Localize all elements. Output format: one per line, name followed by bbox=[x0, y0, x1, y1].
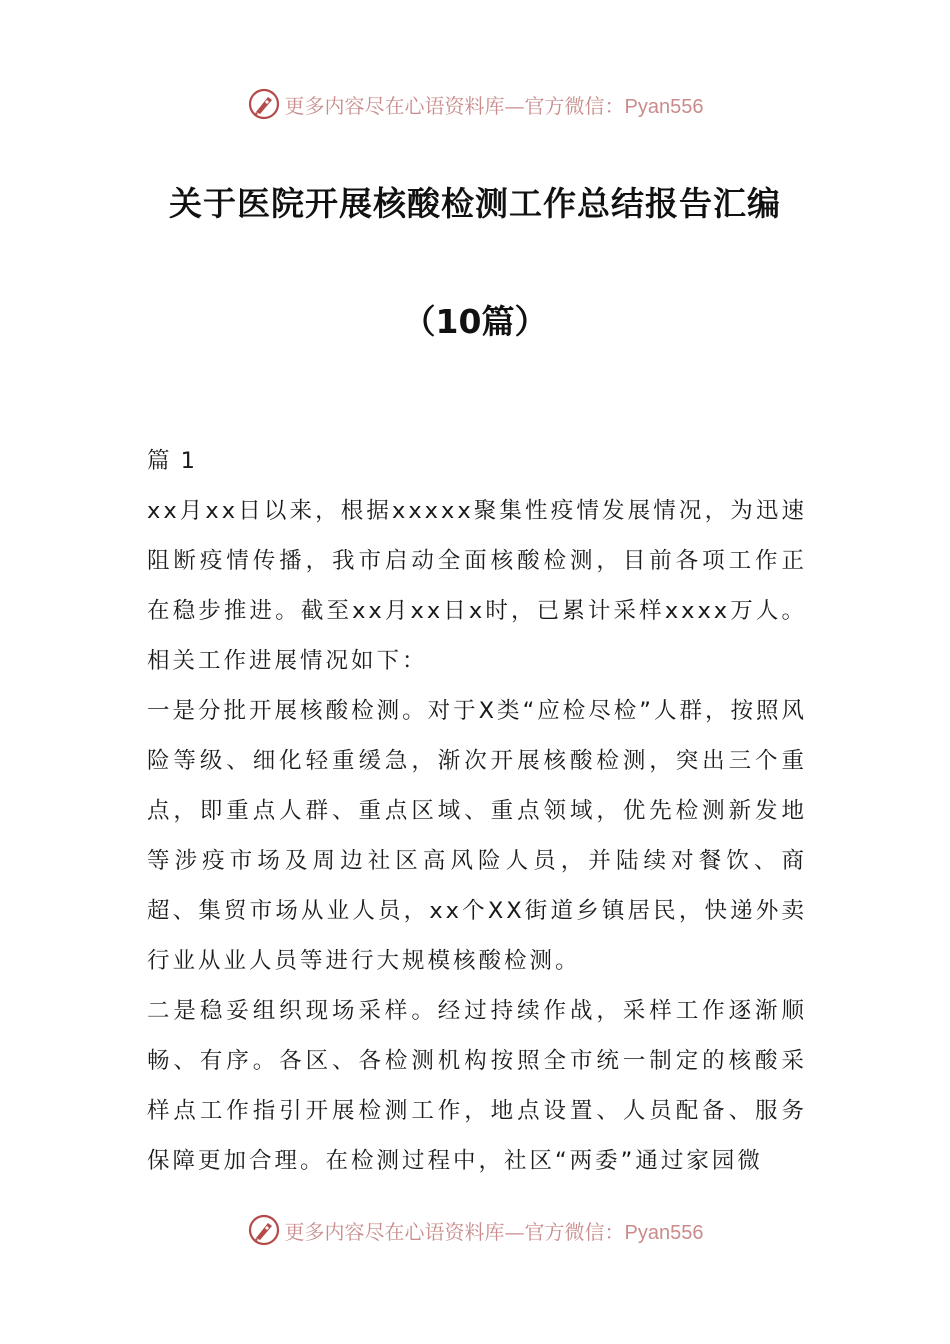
document-subtitle: （10篇） bbox=[402, 302, 548, 341]
watermark-banner-top bbox=[0, 84, 950, 124]
watermark-text: 更多内容尽在心语资料库—官方微信：Pyan556 bbox=[284, 1219, 704, 1244]
paragraph-point-2: 二是稳妥组织现场采样。经过持续作战，采样工作逐渐顺畅、有序。各区、各检测机构按照全市统一制定的核酸采样点工作指引开展检测工作，地点设置、人员配备、服务保障更加合理。在检测过程中，社区“两委”通过家园微 bbox=[147, 998, 807, 1174]
section-heading: 篇 1 bbox=[147, 448, 197, 474]
watermark-text: 更多内容尽在心语资料库—官方微信：Pyan556 bbox=[284, 93, 704, 118]
document-title: 关于医院开展核酸检测工作总结报告汇编 bbox=[169, 184, 781, 223]
watermark-banner-bottom bbox=[0, 1210, 950, 1250]
pen-nib-logo-icon bbox=[247, 87, 281, 121]
pen-nib-logo-icon bbox=[247, 1213, 281, 1247]
document-body bbox=[147, 436, 807, 1186]
paragraph-intro: xx月xx日以来，根据xxxxx聚集性疫情发展情况，为迅速阻断疫情传播，我市启动全面核酸检测，目前各项工作正在稳步推进。截至xx月xx日x时，已累计采样xxxx万人。相关工作进展情况如下： bbox=[147, 498, 807, 674]
paragraph-point-1: 一是分批开展核酸检测。对于X类“应检尽检”人群，按照风险等级、细化轻重缓急，渐次开展核酸检测，突出三个重点，即重点人群、重点区域、重点领域，优先检测新发地等涉疫市场及周边社区高风险人员，并陆续对餐饮、商超、集贸市场从业人员，xx个XX街道乡镇居民，快递外卖行业从业人员等进行大规模核酸检测。 bbox=[147, 698, 807, 974]
